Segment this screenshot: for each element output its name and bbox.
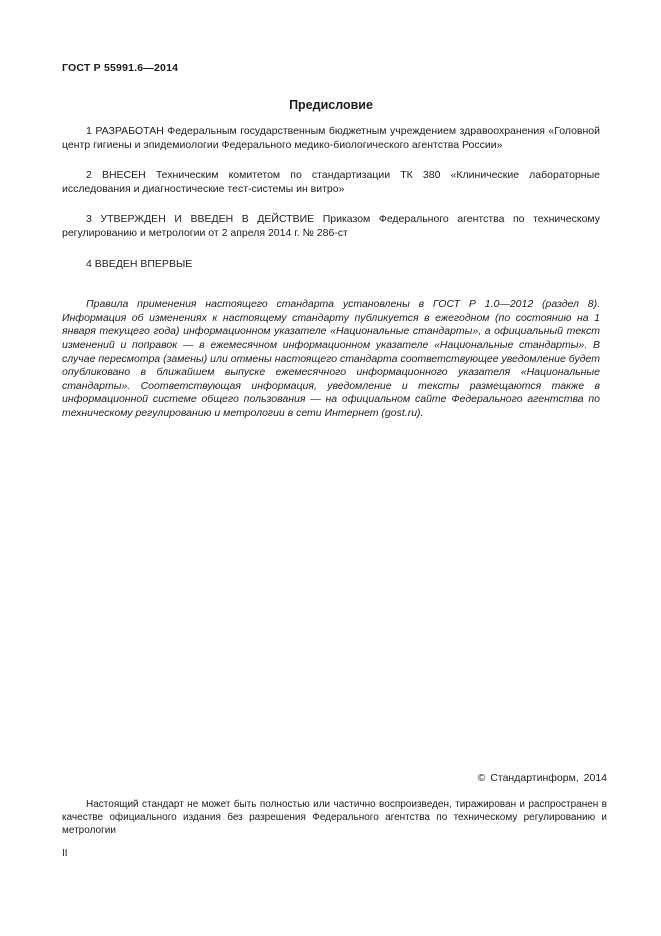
preface-item-2: 2 ВНЕСЕН Техническим комитетом по стандартизации ТК 380 «Клинические лабораторные исследования и диагностические тест-системы ин витро» bbox=[62, 169, 600, 195]
page-number: II bbox=[62, 848, 68, 859]
distribution-notice: Настоящий стандарт не может быть полностью или частично воспроизведен, тиражирован и распространен в качестве официального издания без разрешения Федерального агентства по техническому регулированию и метрологии bbox=[62, 799, 607, 836]
page-content bbox=[62, 62, 600, 421]
page-footer bbox=[62, 772, 607, 860]
copyright-line: © Стандартинформ, 2014 bbox=[477, 772, 607, 784]
section-title: Предисловие bbox=[289, 98, 373, 112]
preface-item-4: 4 ВВЕДЕН ВПЕРВЫЕ bbox=[86, 257, 193, 270]
preface-item-3: 3 УТВЕРЖДЕН И ВВЕДЕН В ДЕЙСТВИЕ Приказом Федерального агентства по техническому регулированию и метрологии от 2 апреля 2014 г. № 286-ст bbox=[62, 213, 600, 239]
document-code: ГОСТ Р 55991.6—2014 bbox=[62, 62, 179, 74]
application-rules-note: Правила применения настоящего стандарта установлены в ГОСТ Р 1.0—2012 (раздел 8). Информация об изменениях к настоящему стандарту публикуется в ежегодном (по состоянию на 1 января текущего года) информационном указателе «Национальные стандарты», а официальный текст изменений и поправок — в ежемесячном информационном указателе «Национальные стандарты». В случае пересмотра (замены) или отмены настоящего стандарта соответствующее уведомление будет опубликовано в ближайшем выпуске ежемесячного информационного указателя «Национальные стандарты». Соответствующая информация, уведомление и тексты размещаются также в информационной системе общего пользования — на официальном сайте Федерального агентства по техническому регулированию и метрологии в сети Интернет (gost.ru). bbox=[62, 298, 600, 419]
preface-item-1: 1 РАЗРАБОТАН Федеральным государственным бюджетным учреждением здравоохранения «Головной центр гигиены и эпидемиологии Федерального медико-биологического агентства России» bbox=[62, 125, 600, 151]
